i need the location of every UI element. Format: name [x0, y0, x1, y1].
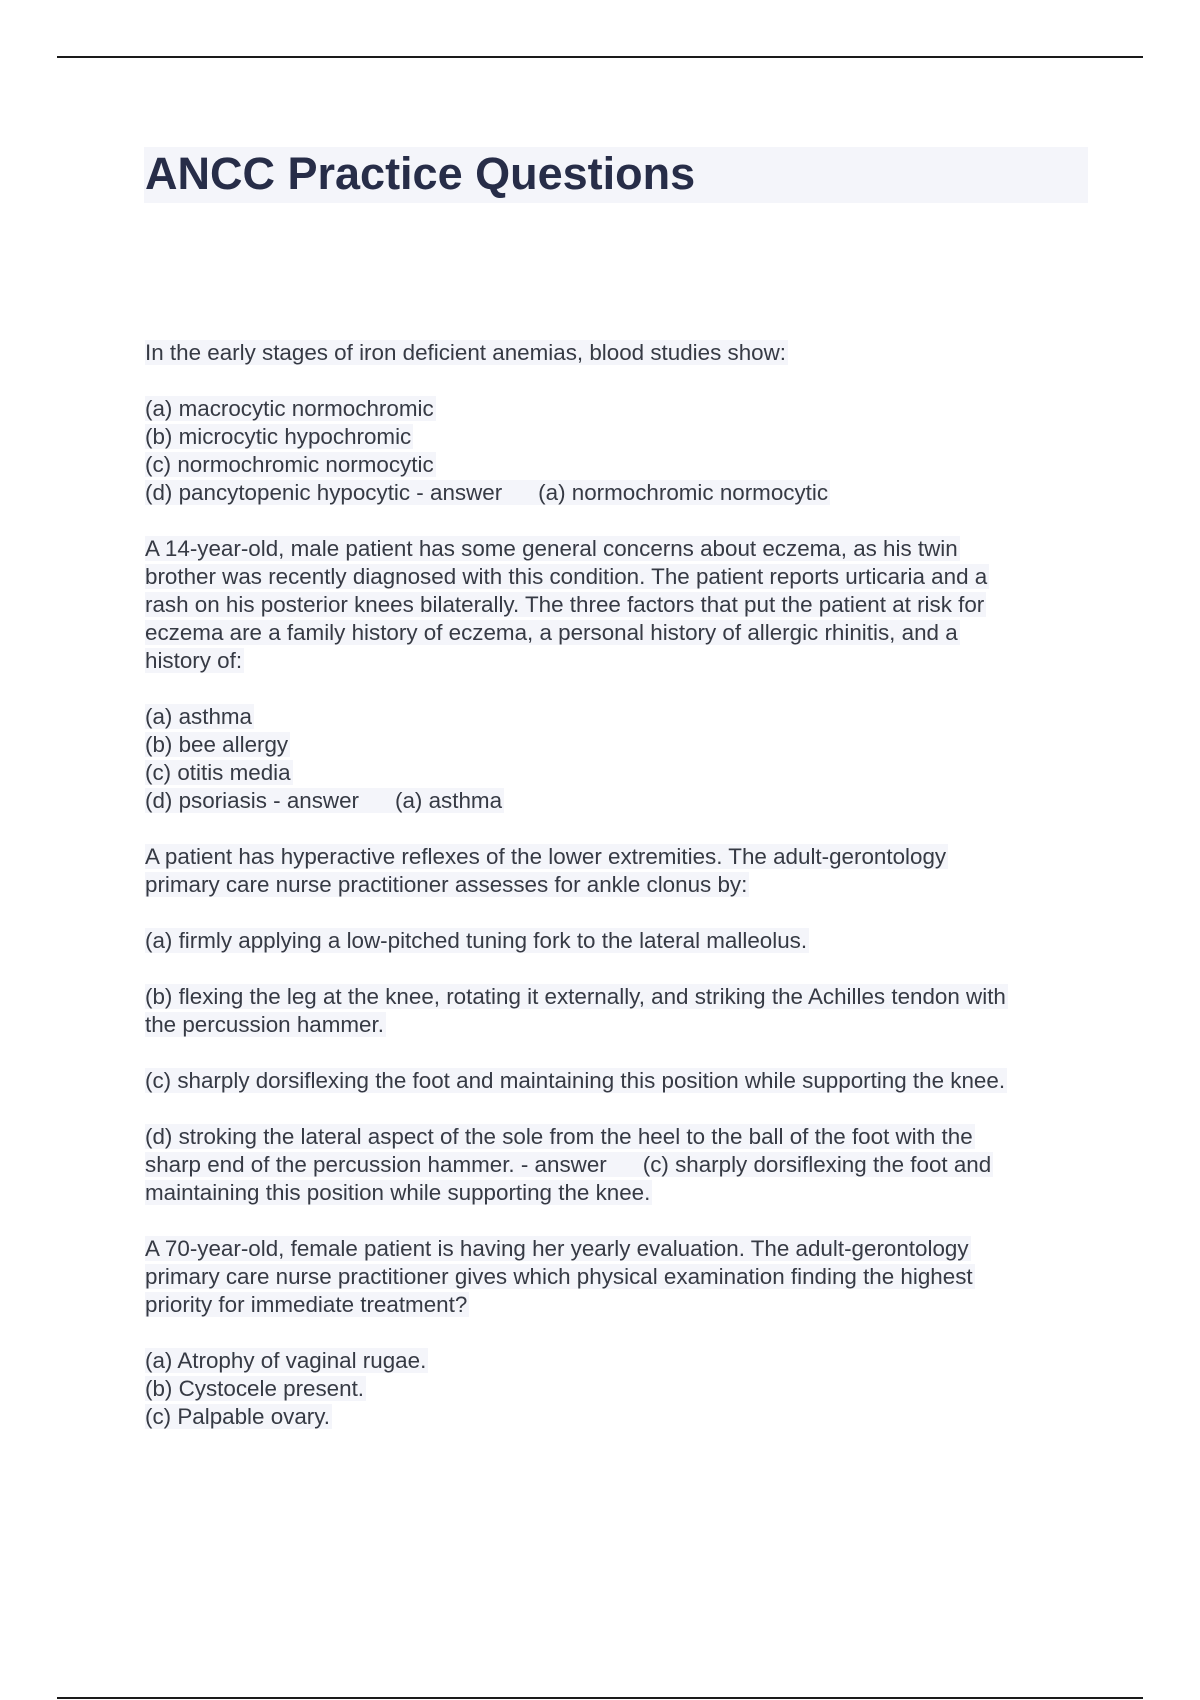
answer-option-continued: sharp end of the percussion hammer. - answer [145, 1152, 607, 1177]
correct-answer: (a) asthma [395, 788, 503, 813]
answer-option: (a) asthma [145, 704, 253, 729]
answer-option: (c) otitis media [145, 760, 291, 785]
answer-option: (b) Cystocele present. [145, 1376, 365, 1401]
answer-option-continued: the percussion hammer. [145, 1012, 384, 1037]
answer-option: (d) psoriasis - answer [145, 788, 360, 813]
top-rule [57, 56, 1143, 58]
answer-option: (b) bee allergy [145, 732, 289, 757]
question-3 [145, 843, 1085, 1207]
answer-option: (d) stroking the lateral aspect of the sole from the heel to the ball of the foot with the [145, 1124, 973, 1149]
answer-option: (a) macrocytic normochromic [145, 396, 434, 421]
answer-option: (c) normochromic normocytic [145, 452, 434, 477]
question-stem-line: eczema are a family history of eczema, a personal history of allergic rhinitis, and a [145, 620, 958, 645]
question-stem-line: history of: [145, 648, 243, 673]
correct-answer-continued: maintaining this position while supporting the knee. [145, 1180, 651, 1205]
answer-option: (a) firmly applying a low-pitched tuning fork to the lateral malleolus. [145, 928, 808, 953]
answer-option: (b) flexing the leg at the knee, rotating it externally, and striking the Achilles tendon with [145, 984, 1006, 1009]
answer-option: (c) Palpable ovary. [145, 1404, 331, 1429]
answer-option: (c) sharply dorsiflexing the foot and maintaining this position while supporting the knee. [145, 1068, 1006, 1093]
question-2 [145, 535, 1085, 815]
question-4 [145, 1235, 1085, 1431]
question-stem-line: rash on his posterior knees bilaterally. The three factors that put the patient at risk for [145, 592, 985, 617]
correct-answer: (a) normochromic normocytic [538, 480, 829, 505]
question-stem-line: priority for immediate treatment? [145, 1292, 468, 1317]
question-stem-line: A 14-year-old, male patient has some general concerns about eczema, as his twin [145, 536, 958, 561]
question-stem-line: In the early stages of iron deficient anemias, blood studies show: [145, 340, 786, 365]
question-stem-line: primary care nurse practitioner assesses for ankle clonus by: [145, 872, 748, 897]
answer-option: (b) microcytic hypochromic [145, 424, 412, 449]
answer-option: (a) Atrophy of vaginal rugae. [145, 1348, 427, 1373]
question-stem-line: primary care nurse practitioner gives which physical examination finding the highest [145, 1264, 973, 1289]
correct-answer: (c) sharply dorsiflexing the foot and [642, 1152, 992, 1177]
bottom-rule [57, 1697, 1143, 1699]
answer-option: (d) pancytopenic hypocytic - answer [145, 480, 503, 505]
question-stem-line: brother was recently diagnosed with this condition. The patient reports urticaria and a [145, 564, 988, 589]
document-body [145, 339, 1085, 1431]
question-1 [145, 339, 1085, 507]
question-stem-line: A 70-year-old, female patient is having her yearly evaluation. The adult-gerontology [145, 1236, 969, 1261]
page-title: ANCC Practice Questions [145, 148, 696, 199]
question-stem-line: A patient has hyperactive reflexes of the lower extremities. The adult-gerontology [145, 844, 947, 869]
